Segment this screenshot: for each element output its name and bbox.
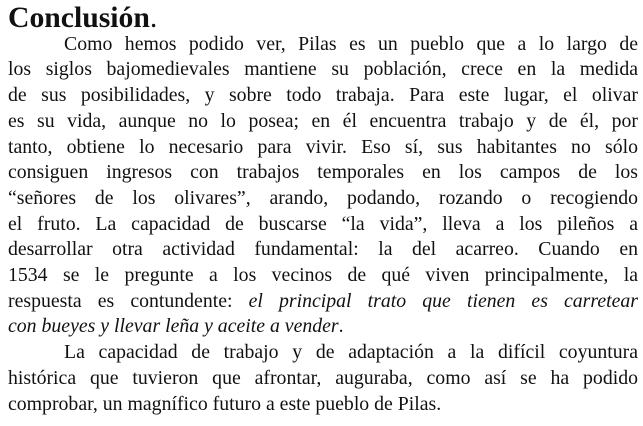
heading-title: Conclusión xyxy=(8,2,150,34)
paragraph-1-line-10: 1534 se le pregunte a los vecinos de qué viven principalmente, la xyxy=(8,264,638,287)
paragraph-1-line-11 xyxy=(8,289,638,315)
document-page xyxy=(8,2,638,417)
paragraph-2-line-1: La capacidad de trabajo y de adaptación a la difícil coyuntura xyxy=(64,341,638,364)
paragraph-1-line-1: Como hemos podido ver, Pilas es un pueblo que a lo largo de xyxy=(64,32,638,55)
quote-italic-part-2: con bueyes y llevar leña y aceite a vender xyxy=(8,315,339,338)
paragraph-1-line-12 xyxy=(8,314,638,340)
section-heading xyxy=(8,2,638,34)
line-11-normal-text: respuesta es contundente: xyxy=(8,289,249,312)
paragraph-1 xyxy=(8,32,638,340)
paragraph-1-line-7: “señores de los olivares”, arando, podando, rozando o recogiendo xyxy=(8,186,638,209)
paragraph-2 xyxy=(8,340,638,417)
paragraph-2-line-3: comprobar, un magnífico futuro a este pueblo de Pilas. xyxy=(8,392,442,415)
paragraph-1-line-8: el fruto. La capacidad de buscarse “la vida”, lleva a los pileños a xyxy=(8,212,638,235)
paragraph-1-line-3: de sus posibilidades, y sobre todo trabaja. Para este lugar, el olivar xyxy=(8,84,638,107)
paragraph-1-line-6: consiguen ingresos con trabajos temporales en los campos de los xyxy=(8,161,638,184)
paragraph-1-line-5: tanto, obtiene lo necesario para vivir. Eso sí, sus habitantes no sólo xyxy=(8,135,638,158)
quote-end-period: . xyxy=(338,315,344,338)
paragraph-1-line-9: desarrollar otra actividad fundamental: la del acarreo. Cuando en xyxy=(8,238,638,261)
heading-period: . xyxy=(149,2,158,34)
paragraph-1-line-2: los siglos bajomedievales mantiene su población, crece en la medida xyxy=(8,58,638,81)
paragraph-2-line-2: histórica que tuvieron que afrontar, auguraba, como así se ha podido xyxy=(8,366,638,389)
paragraph-1-line-4: es su vida, aunque no lo posea; en él encuentra trabajo y de él, por xyxy=(8,109,638,132)
quote-italic-part-1: el principal trato que tienen es carretear xyxy=(248,289,638,312)
